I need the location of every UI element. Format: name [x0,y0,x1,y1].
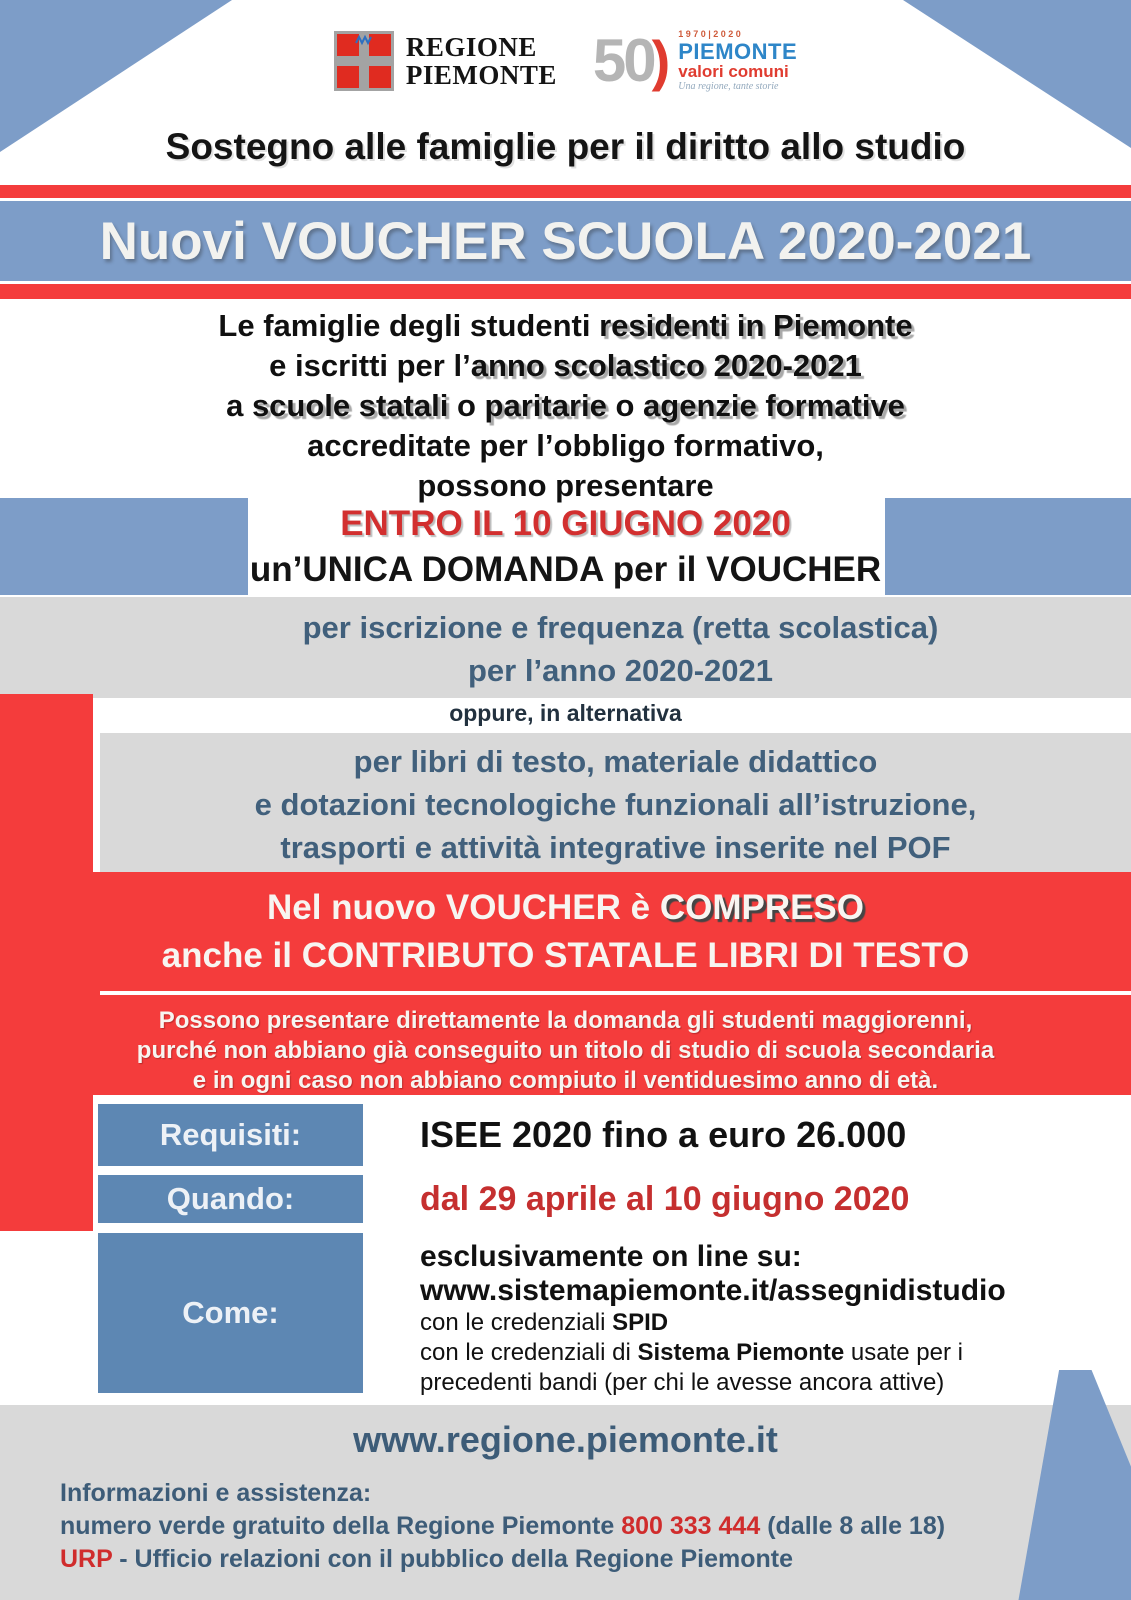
note-line3: e in ogni caso non abbiano compiuto il ventiduesimo anno di età. [192,1067,939,1094]
option1-line2: per l’anno 2020-2021 [468,653,773,688]
come-previous-line: precedenti bandi (per chi le avesse ancora attive) [420,1369,945,1396]
fifty-paren-icon: ) [651,29,671,93]
come-spid-line: con le credenziali SPID [420,1309,669,1336]
option2-line3: trasporti e attività integrative inserite nel POF [280,830,951,865]
sistemapiemonte-url[interactable]: www.sistemapiemonte.it/assegnidistudio [420,1274,1006,1307]
intro-line: Le famiglie degli studenti residenti in Piemonte [218,308,913,343]
note-line2: purché non abbiano già conseguito un titolo di studio di scuola secondaria [136,1037,995,1064]
info-phone-line: numero verde gratuito della Regione Piemonte 800 333 444 (dalle 8 alle 18) [60,1512,946,1540]
single-request-text: un’UNICA DOMANDA per il VOUCHER [249,550,882,589]
option2-line1: per libri di testo, materiale didattico [353,744,878,779]
piemonte-name: PIEMONTE [678,38,798,64]
footer-info-block [60,1477,1131,1576]
white-rule [100,991,1131,995]
deadline-text: ENTRO IL 10 GIUGNO 2020 [340,504,791,543]
intro-line: possono presentare [417,468,714,503]
requisiti-value: ISEE 2020 fino a euro 26.000 [420,1114,907,1155]
intro-line: accreditate per l’obbligo formativo, [307,428,824,463]
urp-emphasis: URP [60,1545,113,1573]
come-credentials-line: con le credenziali di Sistema Piemonte usate per i [420,1339,963,1366]
option1-line1: per iscrizione e frequenza (retta scolastica) [302,610,939,645]
quando-label-box [98,1175,363,1223]
come-value [420,1240,1006,1398]
note-line1: Possono presentare direttamente la domanda gli studenti maggiorenni, [158,1007,973,1034]
highlight-residenti: residenti in Piemonte [599,308,913,343]
fifty-text-column [678,30,797,93]
intro-paragraph [0,306,1131,506]
regione-piemonte-wordmark [406,33,557,89]
page-title: Sostegno alle famiglie per il diritto allo studio [165,126,966,167]
footer [0,1405,1131,1600]
requisiti-label: Requisiti: [159,1117,302,1152]
regione-piemonte-url[interactable]: www.regione.piemonte.it [353,1419,778,1460]
header-logos [0,27,1131,95]
come-label-box [98,1233,363,1393]
valori-comuni-label: valori comuni [678,62,789,82]
sistema-piemonte-emphasis: Sistema Piemonte [637,1339,845,1366]
toll-free-number: 800 333 444 [621,1512,761,1540]
info-title: Informazioni e assistenza: [60,1479,372,1507]
main-banner [0,201,1131,281]
highlight-paritarie: paritarie [484,388,607,423]
alternative-label: oppure, in alternativa [449,700,682,726]
anniversary-years: 1970|2020 [678,29,744,39]
logo-line-2: PIEMONTE [405,60,557,91]
option2-line2: e dotazioni tecnologiche funzionali all’istruzione, [254,787,977,822]
red-divider-top [0,185,1131,198]
logo-tagline: Una regione, tante storie [678,80,779,92]
included-heading-line2: anche il CONTRIBUTO STATALE LIBRI DI TESTO [161,936,970,975]
quando-value: dal 29 aprile al 10 giugno 2020 [420,1179,910,1218]
main-banner-text: Nuovi VOUCHER SCUOLA 2020-2021 [99,211,1032,271]
logo-line-1: REGIONE [405,32,537,63]
red-divider-bottom [0,284,1131,299]
voucher-included-banner [0,872,1131,1095]
fifty-numeral: 50 [592,27,654,95]
compreso-emphasis: COMPRESO [659,888,865,927]
crest-wave-icon [355,34,373,46]
info-urp-line: URP - Ufficio relazioni con il pubblico della Regione Piemonte [60,1545,793,1573]
spid-emphasis: SPID [612,1309,669,1336]
intro-line: e iscritti per l’anno scolastico 2020-2021 [269,348,862,383]
deadline-section [0,504,1131,590]
highlight-anno-scolastico: anno scolastico 2020-2021 [470,348,862,383]
students-note [0,1006,1131,1096]
intro-line: a scuole statali o paritarie o agenzie formative [226,388,905,423]
come-label: Come: [182,1295,279,1330]
voucher-option-2 [100,733,1131,872]
regione-piemonte-logo [334,31,557,91]
voucher-option-1 [0,597,1131,698]
come-online-text: esclusivamente on line su: [420,1240,802,1273]
highlight-scuole-statali: scuole statali [251,388,449,423]
requisiti-label-box [98,1104,363,1166]
piemonte-50-anniversary-logo [592,27,798,95]
included-heading-line1: Nel nuovo VOUCHER è COMPRESO [266,888,865,927]
highlight-agenzie-formative: agenzie formative [643,388,905,423]
regione-piemonte-crest-icon [334,31,394,91]
quando-label: Quando: [166,1181,295,1216]
